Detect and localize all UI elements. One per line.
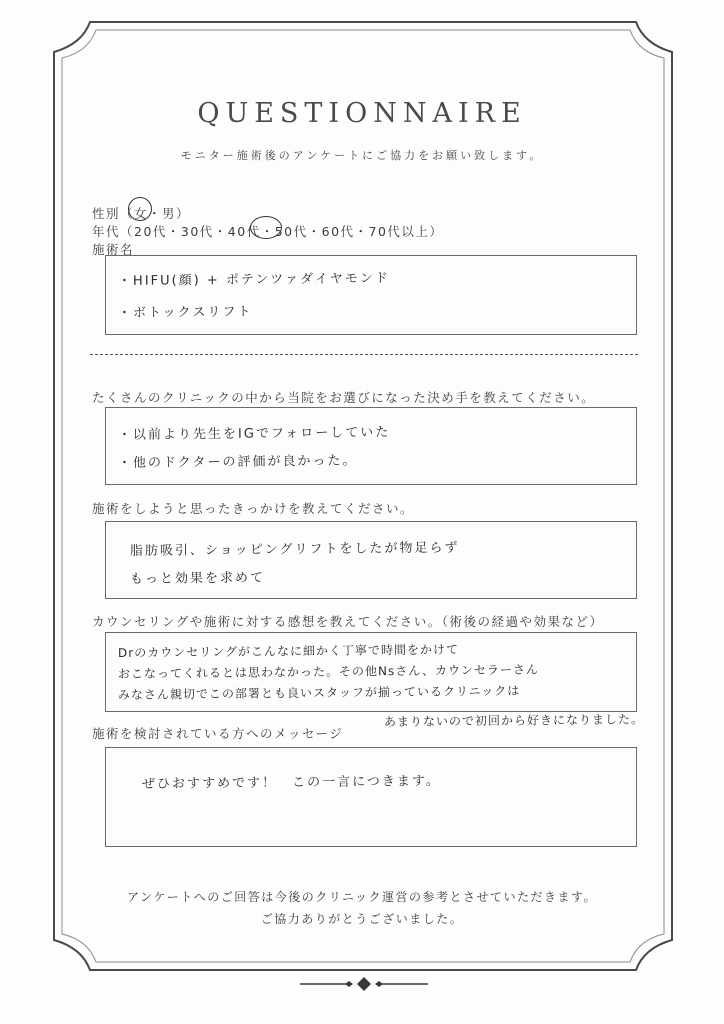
q4-answer-line-1: ぜひおすすめです！ この一言につきます。 [141,773,441,792]
q2-question: 施術をしようと思ったきっかけを教えてください。 [92,501,415,516]
q3-answer-line-4: あまりないので初回から好きになりました。 [383,712,645,729]
treatment-line-2: ・ボトックスリフト [117,304,253,321]
q4-question: 施術を検討されている方へのメッセージ [92,726,344,741]
q1-answer-box [105,407,637,485]
q3-answer-line-3: みなさん親切でこの部署とも良いスタッフが揃っているクリニックは [117,683,521,702]
q2-answer-line-2: もっと効果を求めて [129,570,266,587]
q1-question: たくさんのクリニックの中から当院をお選びになった決め手を教えてください。 [92,390,596,405]
q2-answer-line-1: 脂肪吸引、ショッピングリフトをしたが物足らず [129,540,460,559]
section-divider [90,354,638,355]
age-line: 年代（20代・30代・40代・50代・60代・70代以上） [92,224,444,239]
page-subtitle: モニター施術後のアンケートにご協力をお願い致します。 [180,149,544,162]
footer-line-1: アンケートへのご回答は今後のクリニック運営の参考とさせていただきます。 [126,890,598,904]
page-title: QUESTIONNAIRE [197,98,527,129]
q1-answer-line-1: ・以前より先生をIGでフォローしていた [117,425,391,443]
q2-answer-box [105,521,637,599]
q3-answer-line-2: おこなってくれるとは思わなかった。その他Nsさん、カウンセラーさん [117,662,540,681]
q3-answer-line-1: Drのカウンセリングがこんなに細かく丁寧で時間をかけて [117,642,459,660]
age-selected-circle [250,216,282,239]
bottom-ornament [300,977,428,991]
treatment-line-1: ・HIFU(顔) + ポテンツァダイヤモンド [117,271,390,289]
q4-answer-box [105,747,637,847]
gender-line: 性別（女・男） [92,206,191,221]
footer-line-2: ご協力ありがとうございました。 [260,912,464,926]
q1-answer-line-2: ・他のドクターの評価が良かった。 [117,453,358,471]
treatment-label: 施術名 [92,242,135,257]
gender-selected-circle [128,197,152,221]
q3-question: カウンセリングや施術に対する感想を教えてください。（術後の経過や効果など） [92,614,604,629]
